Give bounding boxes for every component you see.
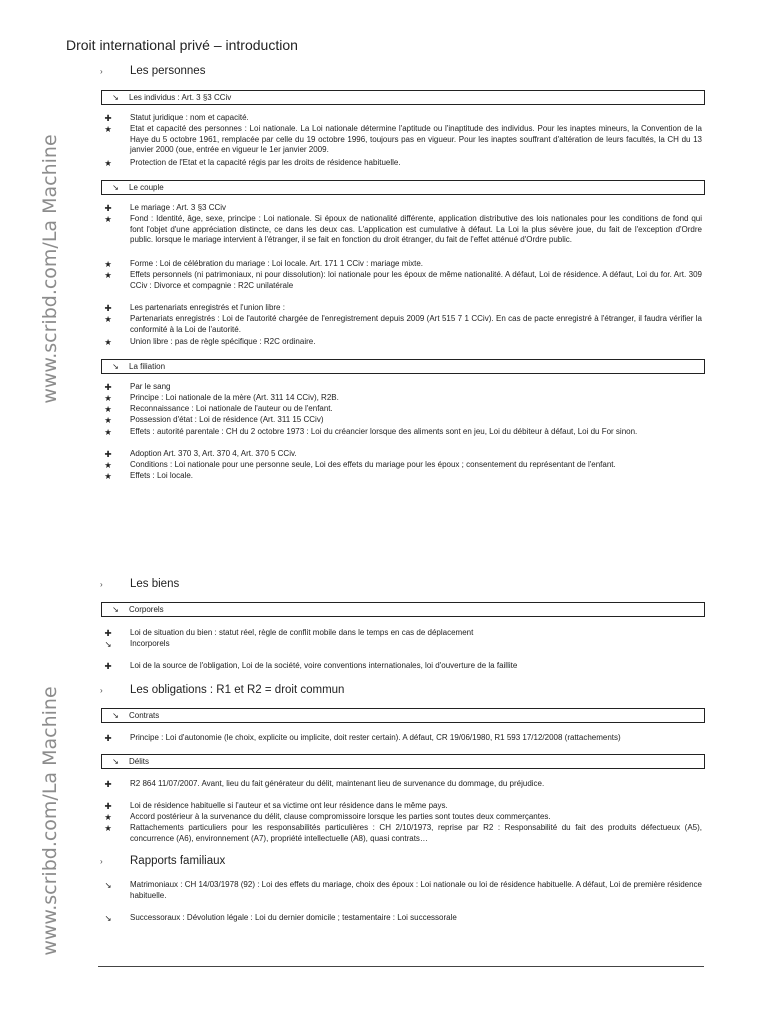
subsection-box-corporels: ↘ Corporels (101, 602, 705, 617)
list-item: ★ Effets : autorité parentale : CH du 2 octobre 1973 : Loi du créancier lorsque des aliments sont en jeu, Loi du débiteur à défaut, Loi du For sinon. (102, 427, 702, 438)
star-icon: ★ (104, 427, 112, 437)
list-item: ★ Principe : Loi nationale de la mère (Art. 311 14 CCiv), R2B. (102, 393, 702, 404)
section-heading-rapports: › Rapports familiaux (100, 855, 226, 867)
list-item: ✚ Statut juridique : nom et capacité. (102, 113, 702, 124)
list-item: ★ Rattachements particuliers pour les responsabilités particulières : CH 2/10/1973, reprise par R2 : Responsabilité du fait des produits défectueux (A5), concurrence (A6), environnement (A7), propriété intellectuelle (A8), quasi contrats… (102, 823, 702, 844)
bullet-icon: › (100, 67, 103, 76)
list-item: ★ Accord postérieur à la survenance du délit, clause compromissoire lorsque les parties sont toutes deux commerçantes. (102, 812, 702, 823)
list-item: ✚ Adoption Art. 370 3, Art. 370 4, Art. 370 5 CCiv. (102, 449, 702, 460)
section-heading-biens: › Les biens (100, 578, 180, 590)
cross-icon: ✚ (104, 449, 112, 459)
list-item: ★ Union libre : pas de règle spécifique : R2C ordinaire. (102, 337, 702, 348)
subsection-box-filiation: ↘ La filiation (101, 359, 705, 374)
list-item: ✚ Loi de situation du bien : statut réel, règle de conflit mobile dans le temps en cas de déplacement (102, 628, 702, 639)
star-icon: ★ (104, 404, 112, 414)
list-item: ★ Partenariats enregistrés : Loi de l'autorité chargée de l'enregistrement depuis 2009 (Art 515 7 1 CCiv). En cas de pacte enregistré à l'étranger, il faudra vérifier la conformité à la Loi de l'autorité. (102, 314, 702, 335)
star-icon: ★ (104, 823, 112, 833)
star-icon: ★ (104, 337, 112, 347)
list-item: ✚ Le mariage : Art. 3 §3 CCiv (102, 203, 702, 214)
subsection-box-individus: ↘ Les individus : Art. 3 §3 CCiv (101, 90, 705, 105)
divider (98, 966, 704, 967)
page-title: Droit international privé – introduction (66, 37, 298, 53)
list-item: ★ Forme : Loi de célébration du mariage : Loi locale. Art. 171 1 CCiv : mariage mixte. (102, 259, 702, 270)
section-heading-personnes: › Les personnes (100, 65, 206, 77)
bullet-icon: › (100, 857, 103, 866)
arrow-icon: ↘ (104, 880, 112, 890)
list-item: ↘ Incorporels (102, 639, 702, 650)
list-item: ★ Possession d'état : Loi de résidence (Art. 311 15 CCiv) (102, 415, 702, 426)
star-icon: ★ (104, 460, 112, 470)
arrow-icon: ↘ (112, 711, 119, 720)
list-item: ↘ Successoraux : Dévolution légale : Loi du dernier domicile ; testamentaire : Loi successorale (102, 913, 702, 924)
list-item: ✚ Principe : Loi d'autonomie (le choix, explicite ou implicite, doit rester certain). A défaut, CR 19/06/1980, R1 593 17/12/2008 (rattachements) (102, 733, 702, 744)
list-item: ✚ R2 864 11/07/2007. Avant, lieu du fait générateur du délit, maintenant lieu de survenance du dommage, du préjudice. (102, 779, 702, 790)
cross-icon: ✚ (104, 628, 112, 638)
cross-icon: ✚ (104, 303, 112, 313)
bullet-icon: › (100, 580, 103, 589)
arrow-icon: ↘ (112, 757, 119, 766)
list-item: ★ Etat et capacité des personnes : Loi nationale. La Loi nationale détermine l'aptitude ou l'inaptitude des individus. Pour les inaptes mineurs, la Convention de la Haye du 5 octobre 1961, remplacée par celle du 19 octobre 1996, toujours pas en vigueur. Pour les inaptes souffrant d'altération de leurs facultés, la CH du 13 janvier 2000 (oue, entrée en vigueur le 1er janvier 2009. (102, 124, 702, 156)
bullet-icon: › (100, 686, 103, 695)
list-item: ✚ Par le sang (102, 382, 702, 393)
section-heading-obligations: › Les obligations : R1 et R2 = droit commun (100, 684, 345, 696)
list-item: ✚ Loi de résidence habituelle si l'auteur et sa victime ont leur résidence dans le même pays. (102, 801, 702, 812)
arrow-icon: ↘ (112, 362, 119, 371)
cross-icon: ✚ (104, 382, 112, 392)
star-icon: ★ (104, 124, 112, 134)
list-item: ✚ Les partenariats enregistrés et l'union libre : (102, 303, 702, 314)
list-item: ↘ Matrimoniaux : CH 14/03/1978 (92) : Loi des effets du mariage, choix des époux : Loi nationale ou loi de résidence habituelle. A défaut, Loi de première résidence habituelle. (102, 880, 702, 901)
cross-icon: ✚ (104, 113, 112, 123)
subsection-box-contrats: ↘ Contrats (101, 708, 705, 723)
list-item: ✚ Loi de la source de l'obligation, Loi de la société, voire conventions internationales, loi d'ouverture de la faillite (102, 661, 702, 672)
star-icon: ★ (104, 158, 112, 168)
arrow-icon: ↘ (112, 93, 119, 102)
arrow-icon: ↘ (112, 605, 119, 614)
list-item: ★ Protection de l'Etat et la capacité régis par les droits de résidence habituelle. (102, 158, 702, 169)
cross-icon: ✚ (104, 779, 112, 789)
star-icon: ★ (104, 270, 112, 280)
list-item: ★ Reconnaissance : Loi nationale de l'auteur ou de l'enfant. (102, 404, 702, 415)
star-icon: ★ (104, 393, 112, 403)
list-item: ★ Fond : Identité, âge, sexe, principe : Loi nationale. Si époux de nationalité différente, application distributive des lois nationales pour les conditions de fond qui font l'objet d'une appréciation distincte, ce dans les deux cas. L'application est cumulative à défaut. La Loi la plus sévère joue, du fait de l'exception d'Ordre public. lorsque le mariage intervient à l'étranger, il se fait en fonction du droit étranger, du fait de l'effet atténué d'Ordre public. (102, 214, 702, 246)
arrow-icon: ↘ (104, 913, 112, 923)
star-icon: ★ (104, 812, 112, 822)
cross-icon: ✚ (104, 203, 112, 213)
subsection-box-delits: ↘ Délits (101, 754, 705, 769)
arrow-icon: ↘ (104, 639, 112, 649)
star-icon: ★ (104, 471, 112, 481)
star-icon: ★ (104, 415, 112, 425)
cross-icon: ✚ (104, 733, 112, 743)
star-icon: ★ (104, 314, 112, 324)
list-item: ★ Effets : Loi locale. (102, 471, 702, 482)
watermark: www.scribd.com/La Machine (39, 686, 61, 956)
list-item: ★ Effets personnels (ni patrimoniaux, ni pour dissolution): loi nationale pour les époux de même nationalité. A défaut, Loi de résidence. A défaut, Loi du for. Art. 309 CCiv : Divorce et compagnie : R2C unilatérale (102, 270, 702, 291)
list-item: ★ Conditions : Loi nationale pour une personne seule, Loi des effets du mariage pour les époux ; consentement du représentant de l'enfant. (102, 460, 702, 471)
cross-icon: ✚ (104, 661, 112, 671)
star-icon: ★ (104, 259, 112, 269)
watermark: www.scribd.com/La Machine (39, 134, 61, 404)
arrow-icon: ↘ (112, 183, 119, 192)
subsection-box-couple: ↘ Le couple (101, 180, 705, 195)
cross-icon: ✚ (104, 801, 112, 811)
star-icon: ★ (104, 214, 112, 224)
